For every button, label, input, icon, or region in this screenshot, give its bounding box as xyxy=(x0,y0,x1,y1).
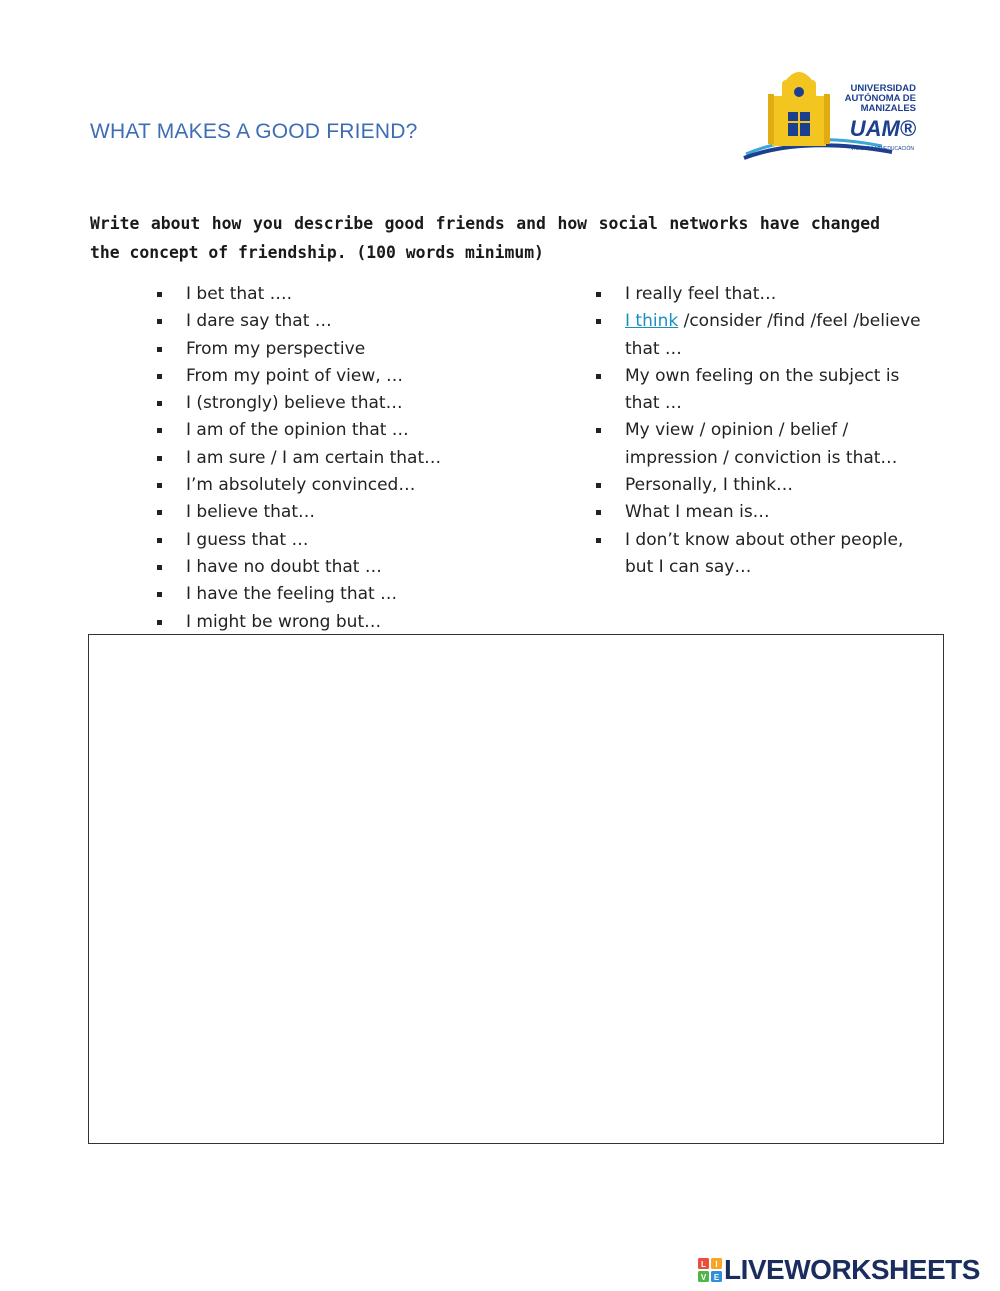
phrase-item: What I mean is… xyxy=(594,499,924,526)
phrase-item: I have the feeling that … xyxy=(155,581,565,608)
uam-logo xyxy=(742,66,918,162)
phrase-item: I guess that … xyxy=(155,527,565,554)
liveworksheets-brand xyxy=(698,1254,994,1286)
brand-wordmark: LIVEWORKSHEETS xyxy=(724,1254,980,1285)
phrase-item: My view / opinion / belief / impression / conviction is that… xyxy=(594,417,924,472)
phrase-item: I bet that …. xyxy=(155,281,565,308)
logo-line-1: UNIVERSIDAD xyxy=(850,83,916,94)
i-think-link[interactable]: I think xyxy=(625,311,679,332)
phrase-item: I am of the opinion that … xyxy=(155,417,565,444)
phrase-item: I’m absolutely convinced… xyxy=(155,472,565,499)
phrase-item: From my point of view, … xyxy=(155,363,565,390)
phrase-item: My own feeling on the subject is that … xyxy=(594,363,924,418)
phrase-item: From my perspective xyxy=(155,336,565,363)
phrase-item-think xyxy=(594,308,924,363)
brand-letter-i: I xyxy=(715,1260,718,1269)
logo-wordmark xyxy=(826,84,916,114)
phrase-item: I don’t know about other people, but I can say… xyxy=(594,527,924,582)
logo-line-2: AUTÓNOMA DE xyxy=(844,93,916,104)
phrase-list-left xyxy=(155,281,565,636)
instructions-text: Write about how you describe good friends and how social networks have changed the concept of friendship. (100 words minimum) xyxy=(90,214,880,262)
phrase-item: I (strongly) believe that… xyxy=(155,390,565,417)
phrase-item: I have no doubt that … xyxy=(155,554,565,581)
phrase-item: I really feel that… xyxy=(594,281,924,308)
phrase-item-think-rest: /consider /find /feel /believe that … xyxy=(625,311,921,359)
phrase-item: I am sure / I am certain that… xyxy=(155,445,565,472)
phrase-item: I might be wrong but… xyxy=(155,609,565,636)
brand-letter-l: L xyxy=(701,1260,706,1269)
liveworksheets-logo-icon xyxy=(698,1258,722,1282)
brand-letter-e: E xyxy=(713,1273,720,1282)
phrase-item: Personally, I think… xyxy=(594,472,924,499)
phrase-list-right xyxy=(594,281,924,581)
page-title: WHAT MAKES A GOOD FRIEND? xyxy=(90,120,418,143)
logo-line-3: MANIZALES xyxy=(860,103,916,114)
phrase-item: I believe that… xyxy=(155,499,565,526)
answer-text-box[interactable] xyxy=(88,634,944,1144)
logo-acronym: UAM® xyxy=(849,116,916,141)
phrase-item: I dare say that … xyxy=(155,308,565,335)
logo-tagline: VIGILADA MINEDUCACIÓN xyxy=(850,146,914,152)
brand-letter-v: V xyxy=(700,1273,707,1282)
